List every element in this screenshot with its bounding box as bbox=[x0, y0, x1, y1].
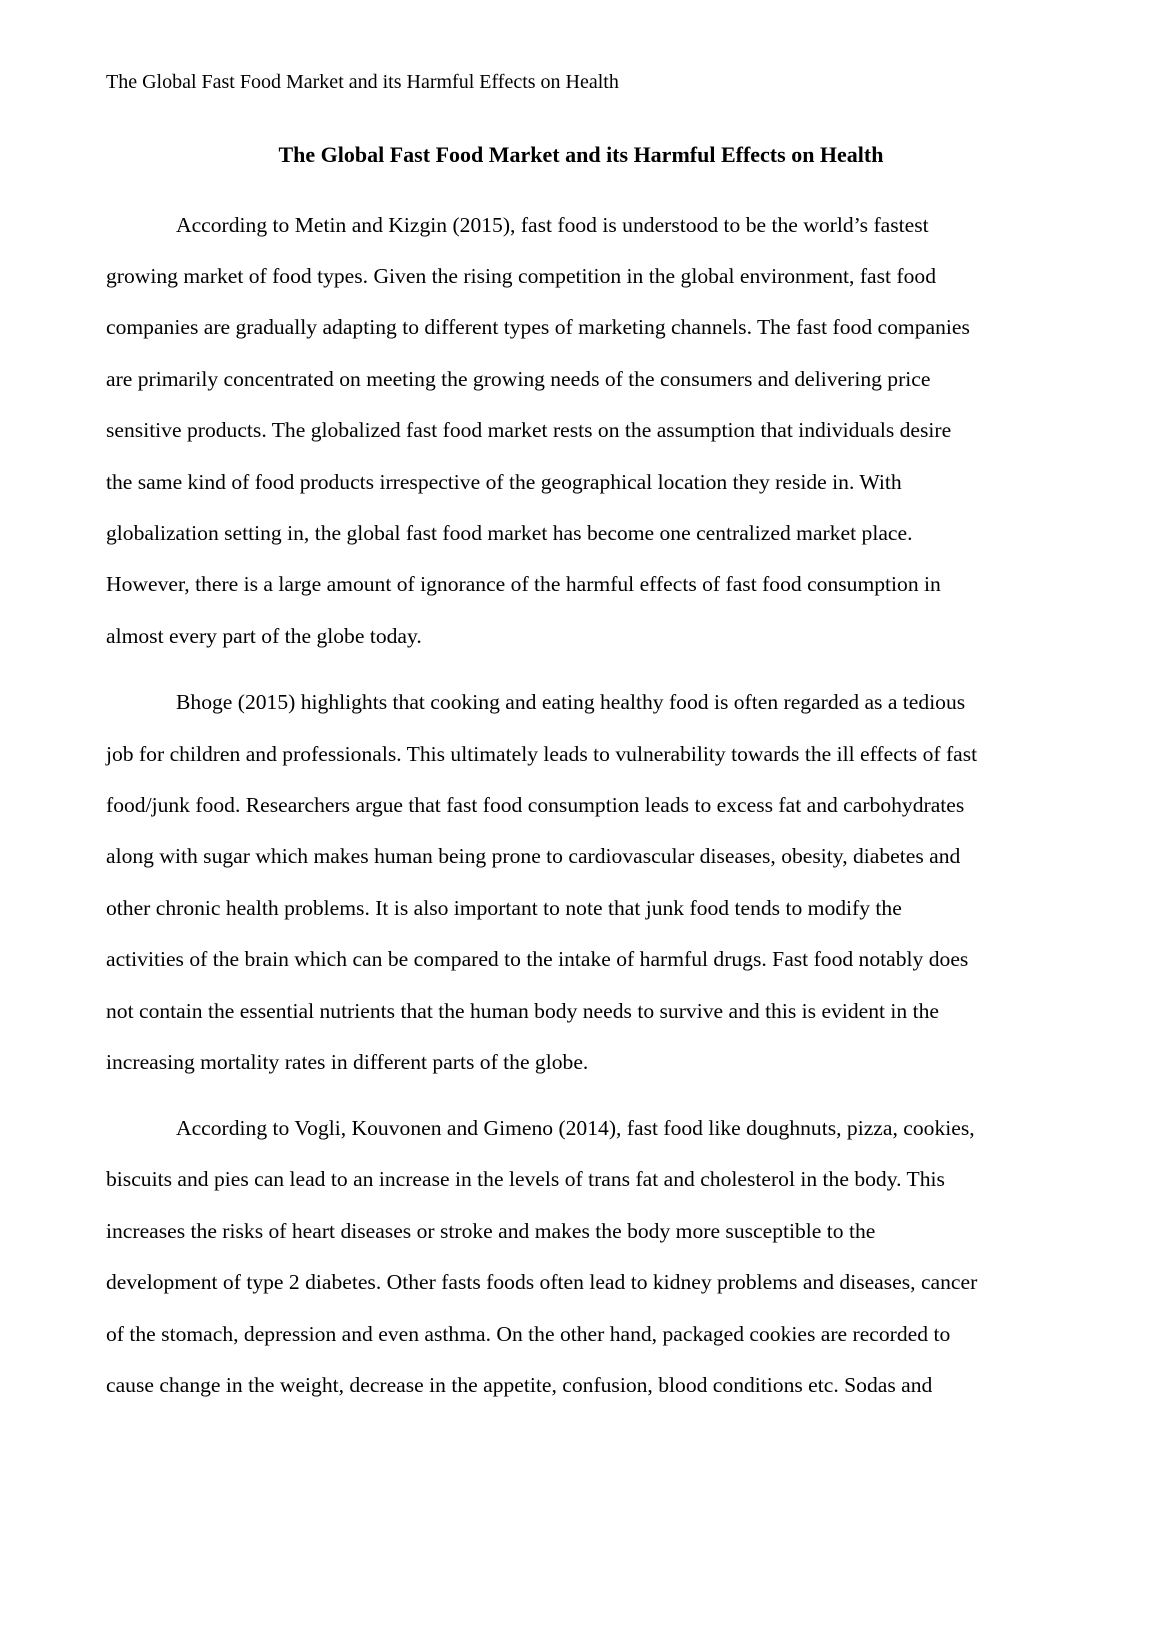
paragraph-line: biscuits and pies can lead to an increase in the levels of trans fat and cholesterol in the body. This bbox=[106, 1167, 945, 1191]
paragraph-line: globalization setting in, the global fast food market has become one centralized market place. bbox=[106, 521, 913, 545]
paragraph-line: not contain the essential nutrients that the human body needs to survive and this is evident in the bbox=[106, 999, 939, 1023]
paragraph-line: growing market of food types. Given the rising competition in the global environment, fast food bbox=[106, 264, 936, 288]
paragraph-line: job for children and professionals. This ultimately leads to vulnerability towards the ill effects of fast bbox=[106, 742, 978, 766]
paragraph-line: of the stomach, depression and even asthma. On the other hand, packaged cookies are recorded to bbox=[106, 1322, 951, 1346]
paragraph-line: almost every part of the globe today. bbox=[106, 624, 422, 648]
paragraph-line: food/junk food. Researchers argue that fast food consumption leads to excess fat and carbohydrates bbox=[106, 793, 965, 817]
paragraph-line: Bhoge (2015) highlights that cooking and eating healthy food is often regarded as a tedious bbox=[176, 690, 966, 714]
paragraph-line: According to Vogli, Kouvonen and Gimeno (2014), fast food like doughnuts, pizza, cookies, bbox=[176, 1116, 975, 1140]
paragraph-line: other chronic health problems. It is also important to note that junk food tends to modify the bbox=[106, 896, 902, 920]
paragraph-line: along with sugar which makes human being prone to cardiovascular diseases, obesity, diabetes and bbox=[106, 844, 961, 868]
paragraph-line: increases the risks of heart diseases or stroke and makes the body more susceptible to the bbox=[106, 1219, 876, 1243]
paragraph-line: development of type 2 diabetes. Other fasts foods often lead to kidney problems and diseases, cancer bbox=[106, 1270, 978, 1294]
paragraph-line: the same kind of food products irrespective of the geographical location they reside in. With bbox=[106, 470, 902, 494]
paragraph-line: are primarily concentrated on meeting the growing needs of the consumers and delivering price bbox=[106, 367, 931, 391]
paragraph-line: According to Metin and Kizgin (2015), fast food is understood to be the world’s fastest bbox=[176, 213, 929, 237]
paragraph-line: increasing mortality rates in different parts of the globe. bbox=[106, 1050, 589, 1074]
paragraph-line: companies are gradually adapting to different types of marketing channels. The fast food companies bbox=[106, 315, 970, 339]
paragraph-line: However, there is a large amount of ignorance of the harmful effects of fast food consumption in bbox=[106, 572, 941, 596]
document-title: The Global Fast Food Market and its Harmful Effects on Health bbox=[278, 142, 884, 167]
running-head: The Global Fast Food Market and its Harmful Effects on Health bbox=[106, 71, 619, 93]
paragraph-line: activities of the brain which can be compared to the intake of harmful drugs. Fast food notably does bbox=[106, 947, 969, 971]
paragraph-line: sensitive products. The globalized fast food market rests on the assumption that individuals desire bbox=[106, 418, 952, 442]
paragraph-line: cause change in the weight, decrease in the appetite, confusion, blood conditions etc. Sodas and bbox=[106, 1373, 933, 1397]
